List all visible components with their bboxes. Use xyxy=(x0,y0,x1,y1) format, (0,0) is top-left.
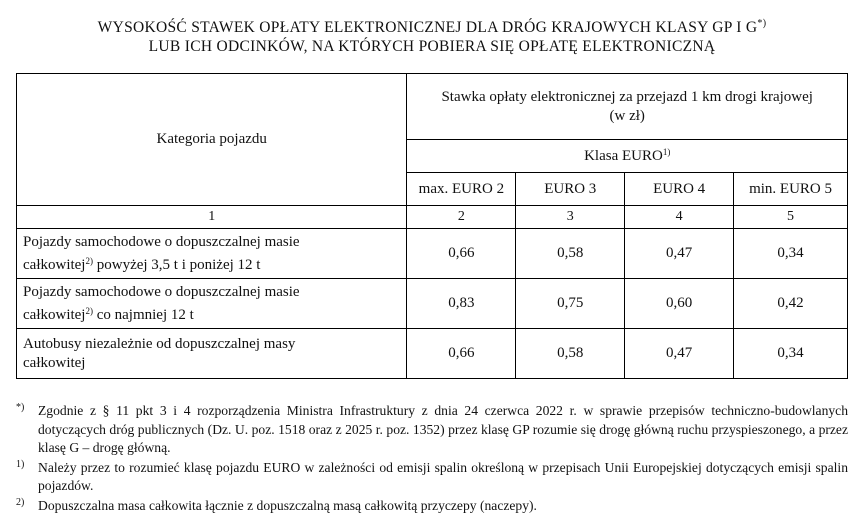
rate-value: 0,66 xyxy=(407,329,516,379)
footnote-mark: 1) xyxy=(16,458,25,470)
rate-value: 0,34 xyxy=(734,329,848,379)
column-index: 2 xyxy=(407,206,516,229)
title-footnote-mark: *) xyxy=(757,18,767,29)
vehicle-category: Pojazdy samochodowe o dopuszczalnej masie całkowitej$^{2)}$ co najmniej 12 t xyxy=(17,279,407,329)
vehicle-category: Pojazdy samochodowe o dopuszczalnej masie całkowitej$^{2)}$ powyżej 3,5 t i poniżej 12 t xyxy=(17,229,407,279)
index-row xyxy=(17,206,848,229)
rate-header-line-1: Stawka opłaty elektronicznej za przejazd 1 km drogi krajowej xyxy=(441,88,813,105)
column-index: 3 xyxy=(516,206,625,229)
rate-value: 0,58 xyxy=(516,229,625,279)
footnote xyxy=(16,497,848,516)
column-header-euro4: EURO 4 xyxy=(625,173,734,206)
footnotes xyxy=(16,402,848,516)
rate-value: 0,83 xyxy=(407,279,516,329)
rate-value: 0,47 xyxy=(625,229,734,279)
footnote xyxy=(16,402,848,458)
rate-value: 0,60 xyxy=(625,279,734,329)
table-row xyxy=(17,329,848,379)
title-line-1: WYSOKOŚĆ STAWEK OPŁATY ELEKTRONICZNEJ DLA DRÓG KRAJOWYCH KLASY GP I G*) xyxy=(97,18,767,36)
rate-value: 0,66 xyxy=(407,229,516,279)
title-line-2: LUB ICH ODCINKÓW, NA KTÓRYCH POBIERA SIĘ OPŁATĘ ELEKTRONICZNĄ xyxy=(148,38,716,55)
table-row xyxy=(17,279,848,329)
euro-class-header: Klasa EURO$^{1)}$ xyxy=(407,140,848,173)
footnote-mark: 2) xyxy=(16,496,25,508)
rate-value: 0,75 xyxy=(516,279,625,329)
vehicle-category: Autobusy niezależnie od dopuszczalnej masy całkowitej xyxy=(17,329,407,379)
category-header: Kategoria pojazdu xyxy=(17,74,407,206)
euro-class-footnote-mark: 1) xyxy=(662,147,671,157)
column-header-euro3: EURO 3 xyxy=(516,173,625,206)
column-index: 1 xyxy=(17,206,407,229)
column-header-euro5: min. EURO 5 xyxy=(734,173,848,206)
footnote xyxy=(16,459,848,496)
footnote-text: Zgodnie z § 11 pkt 3 i 4 rozporządzenia Ministra Infrastruktury z dnia 24 czerwca 2022 r. w sprawie przepisów techniczno-budowlanych dotyczących dróg publicznych (Dz. U. poz. 1518 oraz z 2025 r. poz. 1352) przez klasę GP rozumie się drogę główną ruchu przyspieszonego, a przez klasę G – drogę główną. xyxy=(38,403,848,455)
footnote-mark: 2) xyxy=(85,255,93,266)
column-header-euro2: max. EURO 2 xyxy=(407,173,516,206)
footnote-mark: *) xyxy=(16,402,25,413)
rate-header xyxy=(407,74,848,140)
footnote-text: Należy przez to rozumieć klasę pojazdu EURO w zależności od emisji spalin określoną w przepisach Unii Europejskiej dotyczących emisji spalin pojazdów. xyxy=(38,459,848,493)
column-index: 4 xyxy=(625,206,734,229)
rate-value: 0,47 xyxy=(625,329,734,379)
footnote-mark: 2) xyxy=(85,305,93,316)
rates-table xyxy=(16,73,848,379)
rate-value: 0,42 xyxy=(734,279,848,329)
rate-value: 0,58 xyxy=(516,329,625,379)
document-title xyxy=(0,14,864,56)
rate-header-line-2: (w zł) xyxy=(609,107,645,124)
rate-value: 0,34 xyxy=(734,229,848,279)
column-index: 5 xyxy=(734,206,848,229)
footnote-text: Dopuszczalna masa całkowita łącznie z dopuszczalną masą całkowitą przyczepy (naczepy). xyxy=(38,497,537,513)
table-row xyxy=(17,229,848,279)
